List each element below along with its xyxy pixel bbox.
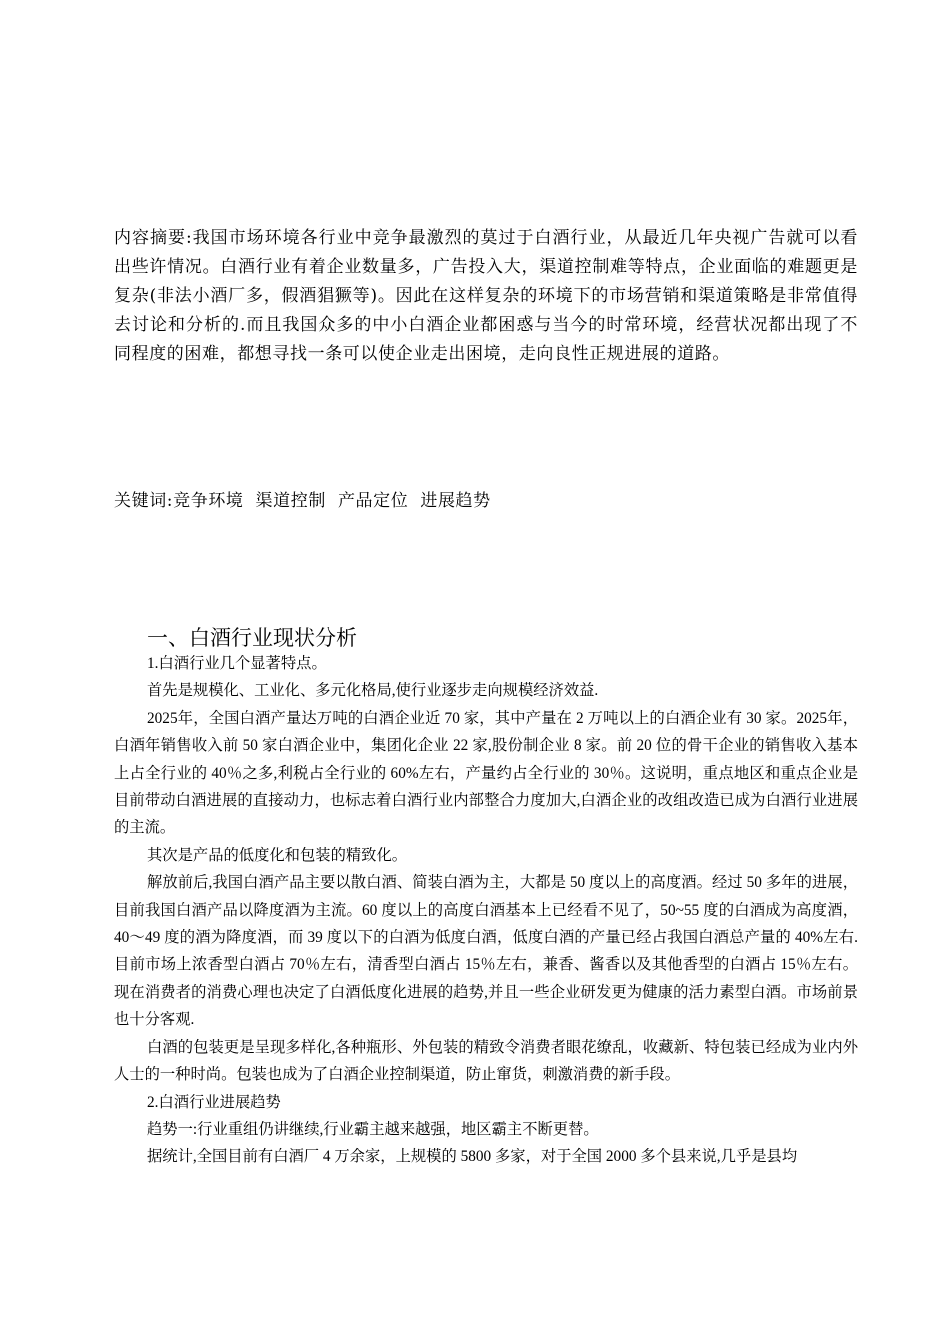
- subheading-features: 1.白酒行业几个显著特点。: [147, 655, 327, 672]
- body-paragraph: 趋势一:行业重组仍讲继续,行业霸主越来越强，地区霸主不断更替。: [147, 1120, 599, 1138]
- body-paragraph: 据统计,全国目前有白酒厂 4 万余家，上规模的 5800 多家，对于全国 2000 多个县来说,几乎是县均: [147, 1148, 798, 1166]
- body-paragraph: 白酒的包装更是呈现多样化,各种瓶形、外包装的精致令消费者眼花缭乱，收藏新、特包装已经成为业内外人士的一种时尚。包装也成为了白酒企业控制渠道，防止窜货，刺激消费的新手段。: [114, 1038, 858, 1084]
- keywords-line: 关键词:竞争环境 渠道控制 产品定位 进展趋势: [114, 491, 491, 511]
- body-paragraph: 解放前后,我国白酒产品主要以散白酒、简装白酒为主，大都是 50 度以上的高度酒。经过 50 多年的进展，目前我国白酒产品以降度酒为主流。60 度以上的高度白酒基本上已经看不见了，50~55 度的白酒成为高度酒，40～49 度的酒为降度酒，而 39 度以下的白酒为低度白酒，低度白酒的产量已经占我国白酒总产量的 40%左右.目前市场上浓香型白酒占 70％左右，清香型白酒占 15％左右，兼香、酱香以及其他香型的白酒占 15％左右。现在消费者的消费心理也决定了白酒低度化进展的趋势,并且一些企业研发更为健康的活力素型白酒。市场前景也十分客观.: [114, 874, 858, 1029]
- body-paragraph: 首先是规模化、工业化、多元化格局,使行业逐步走向规模经济效益.: [147, 682, 599, 700]
- body-paragraph: 其次是产品的低度化和包装的精致化。: [147, 846, 408, 864]
- subheading-trends: 2.白酒行业进展趋势: [147, 1093, 281, 1111]
- abstract-paragraph: 内容摘要:我国市场环境各行业中竞争最激烈的莫过于白酒行业，从最近几年央视广告就可以看出些许情况。白酒行业有着企业数量多，广告投入大，渠道控制难等特点，企业面临的难题更是复杂(非法小酒厂多，假酒猖獗等)。因此在这样复杂的环境下的市场营销和渠道策略是非常值得去讨论和分析的.而且我国众多的中小白酒企业都困惑与当今的时常环境，经营状况都出现了不同程度的困难，都想寻找一条可以使企业走出困境，走向良性正规进展的道路。: [114, 228, 858, 364]
- section-title: 一、白酒行业现状分析: [147, 626, 357, 650]
- body-text: [114, 650, 858, 1171]
- body-paragraph: 2025年，全国白酒产量达万吨的白酒企业近 70 家，其中产量在 2 万吨以上的白酒企业有 30 家。2025年，白酒年销售收入前 50 家白酒企业中，集团化企业 22 家,股份制企业 8 家。前 20 位的骨干企业的销售收入基本上占全行业的 40％之多,利税占全行业的 60%左右，产量约占全行业的 30％。这说明，重点地区和重点企业是目前带动白酒进展的直接动力，也标志着白酒行业内部整合力度加大,白酒企业的改组改造已成为白酒行业进展的主流。: [114, 709, 858, 837]
